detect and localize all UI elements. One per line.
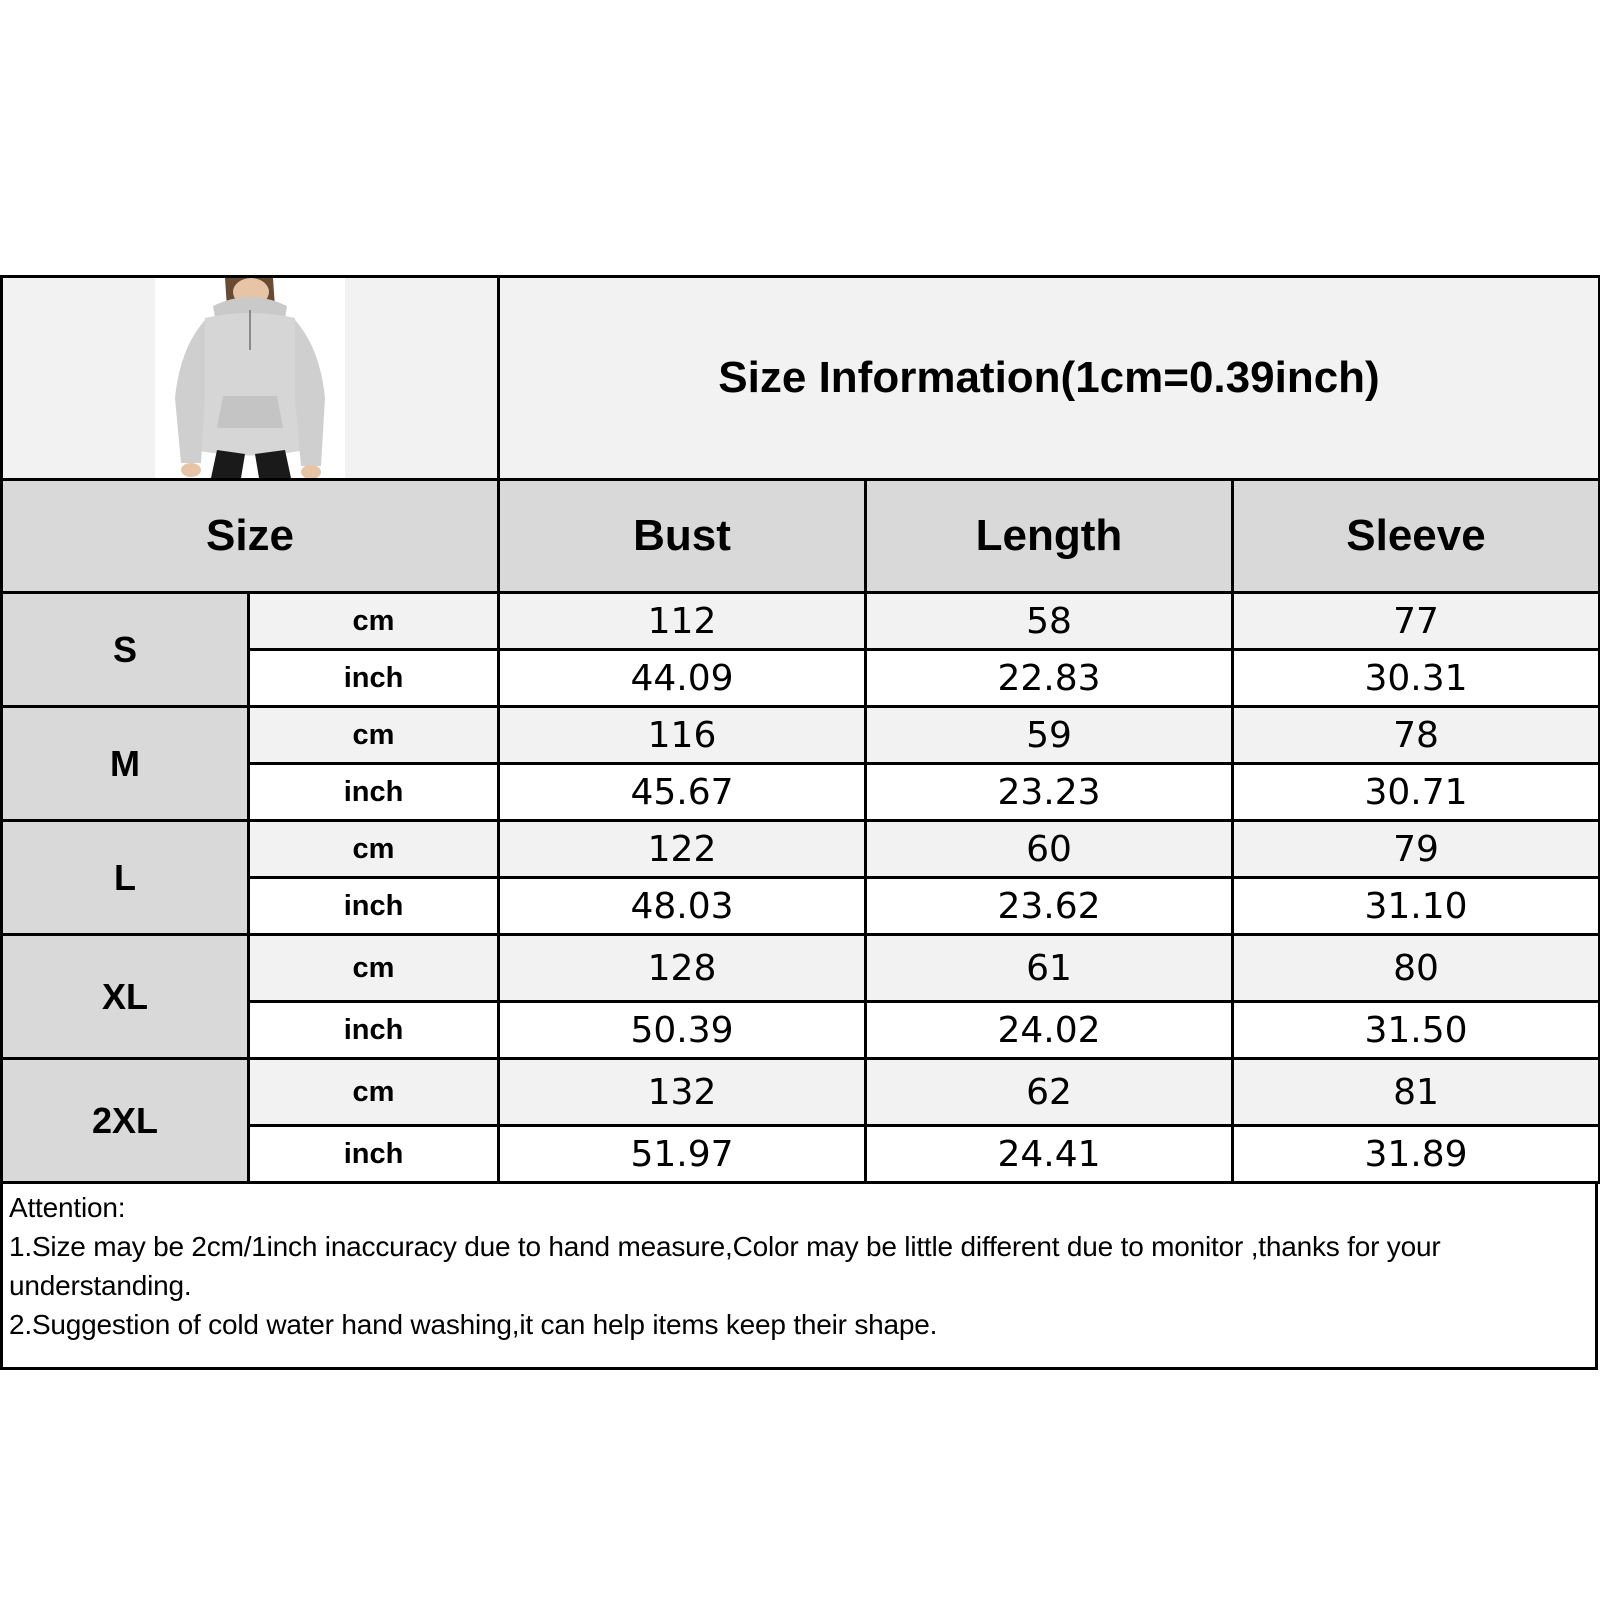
cell-value: 78 <box>1233 707 1600 764</box>
header-size: Size <box>2 480 499 593</box>
unit-cm: cm <box>249 707 499 764</box>
unit-cm: cm <box>249 821 499 878</box>
cell-value: 30.31 <box>1233 650 1600 707</box>
table-row <box>2 707 1600 764</box>
header-sleeve: Sleeve <box>1233 480 1600 593</box>
table-row <box>2 593 1600 650</box>
cell-value: 48.03 <box>499 878 866 935</box>
unit-cm: cm <box>249 593 499 650</box>
cell-value: 60 <box>866 821 1233 878</box>
cell-value: 58 <box>866 593 1233 650</box>
unit-inch: inch <box>249 650 499 707</box>
cell-value: 31.50 <box>1233 1002 1600 1059</box>
notes-heading: Attention: <box>9 1192 126 1223</box>
cell-value: 62 <box>866 1059 1233 1126</box>
cell-value: 22.83 <box>866 650 1233 707</box>
unit-inch: inch <box>249 1126 499 1183</box>
cell-value: 30.71 <box>1233 764 1600 821</box>
unit-cm: cm <box>249 935 499 1002</box>
cell-value: 77 <box>1233 593 1600 650</box>
cell-value: 81 <box>1233 1059 1600 1126</box>
cell-value: 51.97 <box>499 1126 866 1183</box>
cell-value: 23.23 <box>866 764 1233 821</box>
cell-value: 80 <box>1233 935 1600 1002</box>
size-label-l: L <box>2 821 249 935</box>
cell-value: 44.09 <box>499 650 866 707</box>
header-bust: Bust <box>499 480 866 593</box>
product-photo <box>155 278 345 478</box>
cell-value: 23.62 <box>866 878 1233 935</box>
header-length: Length <box>866 480 1233 593</box>
size-label-m: M <box>2 707 249 821</box>
cell-value: 61 <box>866 935 1233 1002</box>
cell-value: 24.02 <box>866 1002 1233 1059</box>
sweatshirt-model-icon <box>155 278 345 478</box>
cell-value: 31.10 <box>1233 878 1600 935</box>
cell-value: 132 <box>499 1059 866 1126</box>
table-row <box>2 935 1600 1002</box>
notes-line-1: 1.Size may be 2cm/1inch inaccuracy due to hand measure,Color may be little different due to monitor ,thanks for your understanding. <box>9 1231 1441 1301</box>
unit-inch: inch <box>249 764 499 821</box>
unit-cm: cm <box>249 1059 499 1126</box>
table-row <box>2 1059 1600 1126</box>
cell-value: 31.89 <box>1233 1126 1600 1183</box>
cell-value: 59 <box>866 707 1233 764</box>
product-photo-cell <box>2 277 499 480</box>
notes-line-2: 2.Suggestion of cold water hand washing,it can help items keep their shape. <box>9 1309 938 1340</box>
cell-value: 24.41 <box>866 1126 1233 1183</box>
cell-value: 50.39 <box>499 1002 866 1059</box>
chart-title: Size Information(1cm=0.39inch) <box>499 277 1600 480</box>
unit-inch: inch <box>249 878 499 935</box>
size-label-2xl: 2XL <box>2 1059 249 1183</box>
attention-notes <box>0 1184 1598 1370</box>
size-label-xl: XL <box>2 935 249 1059</box>
cell-value: 79 <box>1233 821 1600 878</box>
size-chart <box>0 275 1598 1395</box>
table-row <box>2 821 1600 878</box>
cell-value: 116 <box>499 707 866 764</box>
cell-value: 122 <box>499 821 866 878</box>
cell-value: 45.67 <box>499 764 866 821</box>
size-table <box>0 275 1600 1184</box>
unit-inch: inch <box>249 1002 499 1059</box>
size-label-s: S <box>2 593 249 707</box>
cell-value: 112 <box>499 593 866 650</box>
cell-value: 128 <box>499 935 866 1002</box>
